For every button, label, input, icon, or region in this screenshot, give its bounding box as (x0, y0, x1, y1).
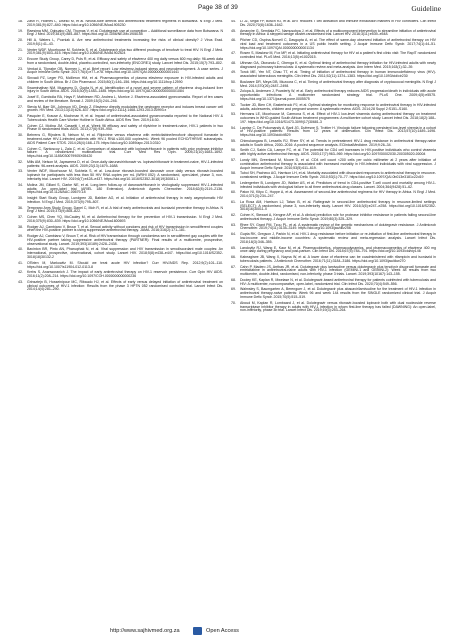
reference-number: 41. (18, 260, 23, 265)
reference-number: 32. (18, 159, 23, 164)
open-access-logo (193, 627, 202, 635)
reference-text: Molina JM, Gillani S, Clarke NE, et al. Long-term follow-up of darunavir/ritonavir in virologically suppressed HIV-1-infected adults: An open-label trial (ARIEL 180 Extension). Antimicrob Agents Chemother. 2018;62(8):2119–2136. https://doi.org/10.1128/AAC.00679-18 (27, 182, 223, 195)
reference-number: 35. (18, 196, 23, 201)
reference-item (18, 207, 223, 215)
reference-item (18, 20, 223, 28)
reference-text: Swaminathan NM, Mugavero D, Gupta N, et al. Identification of a novel and severe pattern of efavirenz drug-induced liver injury in South Africa. AIDS. 2016;30(9):1483–1485. https://doi.org/10.1097/QAD.0000000000001084 (27, 85, 223, 94)
reference-text: Venter WDF, Moorhouse M, Sokhela S, et al. Dolutegravir plus two different prodrugs of tenofovir to treat HIV. N Engl J Med. 2019;381(9):803–815. https://doi.org/10.1056/NEJMoa1902824 (27, 47, 223, 56)
reference-text: Paton NI, Kityo C, Hoppe A, et al. Assessment of second-line antiretroviral regimens for HIV therapy in Africa. N Engl J Med. 2014;371(3):234–247. (240, 190, 436, 199)
left-column (18, 20, 223, 620)
reference-text: Amanyire G, Semitala FC, Namusobya J, et al. Effects of a multicomponent intervention to streamline initiation of antiretroviral therapy in Africa: A stepped-wedge cluster-randomised trial. Lancet HIV. 2016;3(11):e539–e548. (240, 28, 436, 37)
reference-text: Laprise C, De Pokomandy A, Baril JG, Dufresne S, Trottier H. Virologic failure following persistent low-level viremia in a cohort of HIV-positive patients: Results from 12 years of observation. Clin Infect Dis. 2013;57(10):1489–1496. https://doi.org/10.1093/cid/cit529 (240, 125, 436, 138)
reference-number: 30. (18, 133, 23, 138)
reference-number: 26. (18, 95, 23, 100)
reference-columns (18, 20, 436, 620)
reference-number: 23. (18, 66, 23, 71)
reference-number: 56. (231, 148, 236, 153)
reference-number: 53. (231, 112, 236, 117)
reference-text: Pasquier E, Krause A, Mochman H, et al. Impact of antiretroviral-associated gynaecomastia reported to the National HIV & Tuberculosis Health Care Worker Hotline in South Africa. AIDS Res Ther. 2019;16:30. (27, 114, 223, 122)
reference-item (231, 71, 436, 79)
reference-number: 60. (231, 190, 236, 195)
reference-item (231, 81, 436, 89)
reference-number: 21. (18, 47, 23, 52)
reference-item (18, 148, 223, 159)
reference-item (18, 226, 223, 234)
reference-number: 25. (18, 85, 23, 90)
reference-number: 65. (231, 245, 236, 250)
reference-item (231, 201, 436, 212)
reference-number: 42. (18, 270, 23, 275)
reference-text: Cohen MS, Chen YQ, McCauley M, et al. Antiretroviral therapy for the prevention of HIV-1 transmission. N Engl J Med. 2016;375(9):830–839. https://doi.org/10.1056/NEJMoa1600693 (27, 215, 223, 223)
reference-text: Cohen CJ, Molina JM, Cassetti I, et al. Week 96 efficacy and safety of rilpivirine in treatment-naive, HIV-1 patients in two Phase III randomized trials. AIDS. 2013;27(6):939–950. (27, 123, 223, 132)
reference-text: Tucker JD, Bien CH, Easterbrook PJ, et al. Optimal strategies for monitoring response to antiretroviral therapy in HIV-infected adults, adolescents, children and pregnant women: A systematic review. AIDS. 2014;28 Suppl 2:S151–S160. (240, 102, 436, 111)
reference-item (18, 125, 223, 133)
reference-number: 18. (18, 20, 23, 23)
reference-item (231, 266, 436, 277)
reference-number: 66. (231, 255, 236, 260)
reference-text: Stevia M, Barr DK, Johnson VD, Desto Z. Efavirenz directly modulates the oestrogen receptor and induces breast cancer cell growth. HIV Med. 2013;13(10):626–637. https://doi.org/10.1111/j.1468-1293.2013.00993.x (27, 104, 223, 113)
reference-text: Tuboi SH, Pacheco AG, Harrison LH, et al. Mortality associated with discordant responses to antiretroviral therapy in resource-constrained settings. J Acquir Immune Defic Syndr. 2010;53(1):70–77. https://doi.org/10.1097/QAI.0b013e3181c22d19 (240, 171, 436, 180)
reference-number: 36. (18, 205, 23, 210)
reference-item (18, 248, 223, 259)
reference-number: 70. (231, 300, 236, 305)
reference-number: 50. (231, 79, 236, 84)
reference-text: Rodger AJ, Cambiano V, Bruun T, et al. Risk of HIV transmission through condomless sex in serodifferent gay couples with the HIV-positive partner taking suppressive antiretroviral therapy (PARTNER): Final results of a multicentre, prospective, observational study. Lancet. 2019;393(10189):2428–2438. (27, 234, 223, 246)
reference-text: Li JZ, Segal FP, Bosch RJ, et al. ART reduces T cell activation and immune exhaustion markers in HIV controllers. Clin Infect Dis. 2020;70(8):1636–1642. (240, 20, 436, 27)
reference-text: Mills AM, Nelson M, Jayaweera D, et al. Once-daily darunavir/ritonavir vs. lopinavir/ritonavir in treatment-naive, HIV-1-infected patients: 96-week analysis. AIDS. 2009;23(13):1679–1688. (27, 159, 223, 168)
reference-item (231, 104, 436, 112)
reference-text: Venkat A, Tjiprabe OB, Normen L, et al. Brief report: Low efavirenz-induced stress and neurodevelopment. A case series. J Acquir Immune Defic Syndr. 2017;76(4):e77–e78. https://doi.org/10.1097/QAI.0000000000001441 (27, 66, 223, 75)
reference-item (18, 30, 223, 38)
reference-number: 33. (18, 169, 23, 174)
reference-number: 39. (18, 234, 23, 239)
reference-number: 59. (231, 180, 236, 185)
reference-number: 43. (18, 279, 23, 284)
reference-text: Hermans LE, Moorhouse M, Carmona S, et al. Effect of HIV-1 low-level viraemia during antiretroviral therapy on treatment outcomes in WHO-guided South African treatment programmes: A multicentre cohort study. Lancet Infect Dis. 2018;18(2):188–197. https://doi.org/10.1016/S1473-3099(17)30681-3 (240, 112, 436, 124)
reference-text: Gupta RK, Gregson J, Parkin N, et al. HIV-1 drug resistance before initiation or re-initiation of first-line antiretroviral therapy in low-income and middle-income countries: A systematic review and meta-regression analysis. Lancet Infect Dis. 2018;18(3):346–355. (240, 232, 436, 244)
reference-text: Chimukangara B, Lessells RJ, Rhee SY, et al. Trends in pretreatment HIV-1 drug resistance in antiretroviral therapy-naive adults in South Africa, 2000–2016: A pooled sequence analysis. EClinicalMedicine. 2019;9:26–34. (240, 138, 436, 147)
reference-text: Torok ME, Yen NT, Chau TT, et al. Timing of initiation of antiretroviral therapy in human immunodeficiency virus (HIV)-associated tuberculous meningitis. Clin Infect Dis. 2011;52(11):1374–1383. https://doi.org/10.1093/cid/cir230 (240, 70, 436, 79)
reference-item (18, 106, 223, 114)
reference-text: Hill A, Waters L, Pozniak A. Are new antiretroviral treatments increasing the risks of clinical obesity? J Virus Erad. 2019;5(1):41–43. (27, 38, 223, 46)
reference-number: 54. (231, 125, 236, 130)
reference-text: Walmsley S, Baumgarten A, Berenguer J, et al. Dolutegravir plus abacavir/lamivudine for the treatment of HIV-1 infection in antiretroviral therapy-naive patients: Week 96 and week 144 results from the SINGLE randomized clinical trial. J Acquir Immune Defic Syndr. 2015;70(5):515–519. (240, 287, 436, 300)
footer-url[interactable]: http://www.sajhivmed.org.za (110, 628, 180, 634)
reference-number: 62. (231, 213, 236, 218)
reference-text: Sinxadi PZ, Leger PD, McIlleron HM, et al. Pharmacogenetics of plasma efavirenz exposure in HIV-infected adults and children in South Africa. Br J Clin Pharmacol. 2015;80(1):146–156. https://doi.org/10.1111/bcp.12590 (27, 76, 223, 84)
reference-number: 45. (231, 28, 236, 33)
reference-text: Cohen K, Stewart A, Kengne AP, et al. A clinical prediction rule for protease inhibitor resistance in patients failing second-line antiretroviral therapy. J Acquir Immune Defic Syndr. 2019;80(3):325–329. (240, 213, 436, 221)
reference-text: Bavinton BR, Pinto AN, Phanuphak N, et al. Viral suppression and HIV transmission in serodiscordant male couples: An international, prospective, observational, cohort study. Lancet HIV. 2018;5(8):e438–e447. https://doi.org/10.1016/S2352-3018(18)30132-2 (27, 247, 223, 260)
reference-text: Zolopa A, Andersen J, Powderly W, et al. Early antiretroviral therapy reduces AIDS progression/death in individuals with acute opportunistic infections: A multicenter randomized strategy trial. PLoS One. 2009;4(5):e5575. https://doi.org/10.1371/journal.pone.0005575 (240, 89, 436, 102)
reference-item (18, 96, 223, 104)
reference-text: Insight Start Study Group, Lundgren JD, Babiker AG, et al. Initiation of antiretroviral therapy in early asymptomatic HIV infection. N Engl J Med. 2015;373(9):795–807. (27, 196, 223, 204)
right-column (231, 20, 436, 620)
reference-item (231, 279, 436, 287)
reference-number: 19. (18, 28, 23, 33)
reference-text: Zash R, Holmes L, Diseko M, et al. Neural-tube defects and antiretroviral treatment regimens in Botswana. N Engl J Med. 2019;381(9):827–840. https://doi.org/10.1056/NEJMoa1905230 (27, 20, 223, 27)
reference-item (231, 288, 436, 299)
reference-number: 46. (231, 38, 236, 43)
reference-text: Ledergerber B, Lundgren JD, Walker AS, et al. Predictors of trend in CD4-positive T-cell count and mortality among HIV-1-infected individuals with virological failure to all three antiretroviral-drug classes. Lancet. 2004;364(9428):51–62. (240, 180, 436, 189)
reference-item (231, 140, 436, 148)
reference-item (231, 214, 436, 222)
reference-number: 64. (231, 232, 236, 237)
reference-item (231, 30, 436, 38)
reference-number: 34. (18, 182, 23, 187)
reference-text: Cahn P, Madero JS, Arribas JR, et al. Dolutegravir plus lamivudine versus dolutegravir plus tenofovir disoproxil fumarate and emtricitabine in antiretroviral-naive adults with HIV-1 infection (GEMINI-1 and GEMINI-2): Week 48 results from two multicentre, double-blind, randomised, non-inferiority, phase 3 trials. Lancet. 2019;393(10167):143–155. (240, 264, 436, 277)
reference-item (231, 127, 436, 138)
reference-text: Rodger AJ, Cambiano V, Bruun T, et al. Sexual activity without condoms and risk of HIV transmission in serodifferent couples when the HIV-positive partner is using suppressive antiretroviral therapy. JAMA. 2016;316(2):171–181. (27, 224, 223, 233)
reference-text: Cohen C, Santoscoy L, Zala C, et al. Comparison of atazanavir with lopinavir/ritonavir in patients with prior protease inhibitor failure: A randomized multinational trial. Curr Med Res Opin. 2005;21(10):1683–1692. https://doi.org/10.1185/030079905X65420 (27, 146, 223, 159)
reference-item (18, 216, 223, 224)
reference-item (231, 172, 436, 180)
reference-number: 20. (18, 38, 23, 43)
reference-text: Behrens G, Rijnders B, Nelson M, et al. Rilpivirine versus efavirenz with emtricitabine/tenofovir disoproxil fumarate in treatment-naive HIV-1-infected patients with HIV-1 RNA ≤100,000 copies/mL: Week 96 pooled ECHO/THRIVE subanalysis. AIDS Patient Care STDS. 2014;28(4):168–175. https://doi.org/10.1089/apc.2013.0310 (27, 133, 223, 145)
reference-item (231, 39, 436, 50)
reference-number: 22. (18, 57, 23, 62)
reference-number: 51. (231, 89, 236, 94)
reference-number: 67. (231, 264, 236, 269)
reference-text: Krebs S, Ananworanich J. The impact of early antiretroviral therapy on HIV-1 reservoir persistence. Curr Opin HIV AIDS. 2016;11(2):208–214. https://doi.org/10.1097/COH.0000000000000236 (27, 270, 223, 279)
reference-item (231, 52, 436, 60)
reference-item (18, 281, 223, 292)
reference-item (18, 49, 223, 57)
reference-text: Dooley KE, Kaplan R, Mwelase N, et al. Dolutegravir-based antiretroviral therapy for patients coinfected with tuberculosis and HIV: A multicenter, noncomparative, open-label, randomized trial. Clin Infect Dis. 2020;70(4):549–556. (240, 277, 436, 286)
reference-item (231, 191, 436, 199)
reference-text: Temprano Anrs Study Group, Danel C, Moh R, et al. A trial of early antiretrovirals and isoniazid preventive therapy in Africa. N Engl J Med. 2015;373(9):808–822. (27, 205, 223, 214)
reference-number: 24. (18, 76, 23, 81)
reference-item (18, 161, 223, 169)
reference-text: Venter WDF, Moorhouse M, Sokhela S, et al. Low-dose ritonavir-boosted darunavir once daily versus ritonavir-boosted lopinavir for participants with less than 50 HIV RNA copies per mL (WRHI 052): A randomised, open-label, phase 3, non-inferiority trial. Lancet HIV. 2019;6(7):e428–e437. https://doi.org/10.1016/S2352-3018(19)30081-1 (27, 169, 223, 181)
reference-item (18, 77, 223, 85)
reference-item (231, 113, 436, 124)
reference-number: 61. (231, 199, 236, 204)
reference-text: Rhee SY, Grant PM, Tzou PL, et al. A systematic review of the genetic mechanisms of dolutegravir resistance. J Antimicrob Chemother. 2019;74(11):3135–3149. https://doi.org/10.1093/jac/dkz256 (240, 222, 436, 231)
reference-number: 57. (231, 157, 236, 162)
reference-number: 31. (18, 146, 23, 151)
reference-number: 28. (18, 114, 23, 119)
reference-text: Landovitz RJ, Wang E, Kaur M, et al. Pharmacokinetics, pharmacodynamics, and pharmacogenetics of efavirenz 400 mg once daily during pregnancy and post-partum. Clin Infect Dis. 2018;67(5):784–791. https://doi.org/10.1093/cid/ciy146 (240, 245, 436, 254)
reference-item (18, 68, 223, 76)
reference-item (18, 170, 223, 181)
reference-number: 27. (18, 104, 23, 109)
reference-item (18, 271, 223, 279)
reference-item (18, 184, 223, 195)
reference-number: 58. (231, 171, 236, 176)
reference-item (18, 39, 223, 47)
reference-number: 68. (231, 277, 236, 282)
reference-item (18, 262, 223, 270)
reference-text: Pilcher CD, Ospina-Norvell C, Dasgupta A, et al. The effect of same-day observed initiation of antiretroviral therapy on HIV viral load and treatment outcomes in a US public health setting. J Acquir Immune Defic Syndr. 2017;74(1):44–51. https://doi.org/10.1097/QAI.0000000000001134 (240, 38, 436, 50)
reference-number: 37. (18, 215, 23, 220)
reference-text: La Rosa AM, Harrison LJ, Taiwo B, et al. Raltegravir in second-line antiretroviral therapy in resource-limited settings (SELECT): A randomised, phase 3, non-inferiority study. Lancet HIV. 2016;3(6):e247–e258. https://doi.org/10.1016/S2352-3018(16)30011-X (240, 199, 436, 212)
reference-text: Rosen S, Maskew M, Fox MP, et al. Initiating antiretroviral therapy for HIV at a patient's first clinic visit: The RapIT randomized controlled trial. PLoS Med. 2016;13(5):e1002015. (240, 51, 436, 60)
reference-item (18, 115, 223, 123)
reference-number: 52. (231, 102, 236, 107)
reference-number: 69. (231, 287, 236, 292)
reference-text: Smith CJ, Sabin CA, Lampe FC, et al. The potential for CD4 cell increases in HIV-positive individuals who control viraemia with highly active antiretroviral therapy. AIDS. 2003;17(7):963–969. https://doi.org/10.1097/00002030-200305020-00004 (240, 148, 436, 157)
reference-item (18, 197, 223, 205)
reference-number: 29. (18, 123, 23, 128)
page-number: Page 38 of 39 (198, 4, 238, 11)
reference-text: Kabeagirwe JB, Wang X, Nayna W, et al. A lower dose of efavirenz can be coadministered with rifampicin and isoniazid in tuberculosis patients. J Antimicrob Chemother. 2016;71(11):3184–3186. https://doi.org/10.1093/jac/dkw270 (240, 255, 436, 263)
reference-text: Encore Study Group, Carey D, Puls R, et al. Efficacy and safety of efavirenz 400 mg daily versus 600 mg daily: 96-week data from a randomised, double-blind, placebo-controlled, non-inferiority (ENCORE1) study. Lancet Infect Dis. 2015;15(7):793–802. (27, 57, 223, 65)
page-footer (0, 628, 453, 638)
reference-text: Aboud M, Kaplan R, Lombaard J, et al. Dolutegravir versus ritonavir-boosted lopinavir both with dual nucleoside reverse transcriptase inhibitor therapy in adults with HIV-1 infection in whom first-line therapy has failed (DAWNING): An open-label, non-inferiority, phase 3b trial. Lancet Infect Dis. 2019;19(3):253–264. (240, 300, 436, 313)
reference-number: 38. (18, 224, 23, 229)
reference-item (18, 58, 223, 66)
reference-number: 48. (231, 60, 236, 65)
reference-item (231, 247, 436, 255)
reference-number: 44. (231, 20, 236, 23)
reference-text: O'Brien M, Markowitz M. Should we treat acute HIV infection? Curr HIV/AIDS Rep. 2012;9(2):101–110. https://doi.org/10.1007/s11904-012-0113-8 (27, 260, 223, 269)
reference-text: Josef E, Gumbolia RA, Hays F, Mathiesen RD, Andrea L, Morrice J. Efavirenz-associated gynecomastia. Report of ten cases and review of the literature. Breast J. 2009;15(3):244–246. (27, 95, 223, 103)
reference-item (231, 62, 436, 70)
page-header (0, 4, 453, 14)
reference-number: 47. (231, 51, 236, 56)
reference-item (18, 87, 223, 95)
reference-item (231, 256, 436, 264)
reference-item (231, 224, 436, 232)
footer-open-access: Open Access (206, 628, 239, 634)
reference-text: Raesima MM, Ogbuabo CM, Thomas V, et al. Dolutegravir use at conception – Additional surveillance data from Botswana. N Engl J Med. 2019;381(9):885–887. https://doi.org/10.1056/NEJMc1908155 (27, 28, 223, 37)
reference-text: Grinsztejn B, Hosseinipour MC, Ribaudo HJ, et al. Effects of early versus delayed initiation of antiretroviral treatment on clinical outcomes of HIV-1 infection: Results from the phase 3 HPTN 052 randomised controlled trial. Lancet Infect Dis. 2014;14(4):281–290. (27, 279, 223, 292)
reference-item (231, 159, 436, 170)
reference-number: 63. (231, 222, 236, 227)
reference-text: Uthman OA, Okwundu C, Gbenga K, et al. Optimal timing of antiretroviral therapy initiation for HIV-infected adults with newly diagnosed pulmonary tuberculosis: A systematic review and meta-analysis. Ann Intern Med. 2015;163(1):32–39. (240, 60, 436, 69)
reference-item (231, 90, 436, 101)
reference-text: Boulware DR, Meya DB, Muzoora C, et al. Timing of antiretroviral therapy after diagnosis of cryptococcal meningitis. N Engl J Med. 2014;370(26):2487–2498. (240, 79, 436, 88)
reference-text: Lundy MN, Greenland M, Moore D, et al. CD4 cell count <200 cells per cubic millimeter at 2 years after initiation of combination antiretroviral therapy is associated with increased mortality in HIV-infected individuals with viral suppression. J Acquir Immune Defic Syndr. 2010;53(5):611–619. (240, 157, 436, 170)
reference-item (231, 302, 436, 313)
reference-number: 55. (231, 138, 236, 143)
reference-item (18, 235, 223, 246)
reference-number: 49. (231, 70, 236, 75)
reference-item (231, 233, 436, 244)
reference-number: 40. (18, 247, 23, 252)
reference-item (231, 182, 436, 190)
reference-item (18, 134, 223, 145)
header-title: Guideline (411, 4, 441, 13)
reference-item (231, 20, 436, 28)
reference-item (231, 149, 436, 157)
